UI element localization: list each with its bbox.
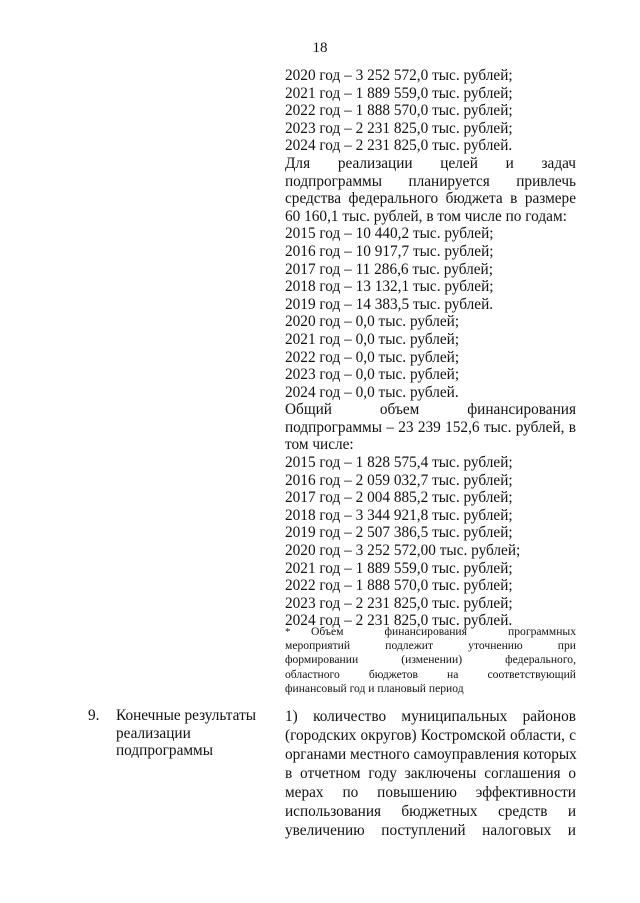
year-line: 2017 год – 2 004 885,2 тыс. рублей; (285, 489, 513, 507)
section-title-line: реализации (116, 724, 191, 742)
section-title-line: подпрограммы (116, 742, 214, 760)
year-line: 2016 год – 2 059 032,7 тыс. рублей; (285, 471, 513, 489)
footnote-text: Объем финансирования программных (311, 625, 576, 638)
paragraph-line: подпрограммы планируется привлечь (285, 172, 576, 190)
section-body-line: (городских округов) Костромской области, с (285, 727, 576, 744)
year-line: 2017 год – 11 286,6 тыс. рублей; (285, 260, 493, 278)
year-line: 2021 год – 1 889 559,0 тыс. рублей; (285, 84, 513, 102)
section-number: 9. (88, 707, 100, 724)
year-line: 2020 год – 0,0 тыс. рублей; (285, 313, 460, 331)
footnote-marker: * (285, 626, 291, 638)
year-line: 2022 год – 0,0 тыс. рублей; (285, 348, 460, 366)
year-line: 2023 год – 2 231 825,0 тыс. рублей; (285, 594, 513, 612)
year-line: 2022 год – 1 888 570,0 тыс. рублей; (285, 577, 513, 595)
year-line: 2023 год – 0,0 тыс. рублей; (285, 366, 460, 384)
year-line: 2018 год – 13 132,1 тыс. рублей; (285, 278, 494, 296)
year-line: 2018 год – 3 344 921,8 тыс. рублей; (285, 506, 513, 524)
paragraph-line: 60 160,1 тыс. рублей, в том числе по годам: (285, 207, 567, 225)
year-line: 2024 год – 2 231 825,0 тыс. рублей. (285, 137, 513, 155)
paragraph-line: том числе: (285, 436, 354, 454)
year-line: 2015 год – 1 828 575,4 тыс. рублей; (285, 454, 513, 472)
year-line: 2024 год – 0,0 тыс. рублей. (285, 383, 459, 401)
federal-years-list (285, 225, 576, 401)
year-line: 2021 год – 0,0 тыс. рублей; (285, 330, 460, 348)
year-line: 2015 год – 10 440,2 тыс. рублей; (285, 225, 494, 243)
total-years-list (285, 454, 576, 630)
year-line: 2023 год – 2 231 825,0 тыс. рублей; (285, 119, 513, 137)
section-body-line: увеличению поступлений налоговых и (285, 822, 576, 839)
federal-intro-paragraph (285, 155, 576, 225)
section-body-line: мерах по повышению эффективности (285, 784, 576, 801)
paragraph-line: Для реализации целей и задач (285, 154, 576, 172)
section-body-line: использования бюджетных средств и (285, 803, 576, 820)
year-line: 2020 год – 3 252 572,0 тыс. рублей; (285, 67, 513, 84)
paragraph-line: подпрограммы – 23 239 152,6 тыс. рублей, в (285, 418, 576, 436)
regional-years-list (285, 67, 576, 155)
footnote (285, 625, 576, 696)
year-line: 2019 год – 2 507 386,5 тыс. рублей; (285, 524, 513, 542)
total-intro-paragraph (285, 401, 576, 454)
footnote-line (285, 625, 576, 639)
year-line: 2022 год – 1 888 570,0 тыс. рублей; (285, 102, 513, 120)
year-line: 2016 год – 10 917,7 тыс. рублей; (285, 242, 494, 260)
footnote-line: мероприятий подлежит уточнению при (285, 639, 576, 653)
financing-column (285, 67, 576, 630)
year-line: 2020 год – 3 252 572,00 тыс. рублей; (285, 542, 521, 560)
section-title-line: Конечные результаты (116, 707, 257, 724)
footnote-line: формировании (изменении) федерального, (285, 653, 576, 667)
section-body-line: в отчетном году заключены соглашения о (285, 765, 576, 782)
footnote-line: финансовый год и плановый период (285, 681, 464, 695)
paragraph-line: Общий объем финансирования (285, 401, 576, 419)
footnote-line: областного бюджетов на соответствующий (285, 667, 576, 681)
year-line: 2024 год – 2 231 825,0 тыс. рублей. (285, 612, 513, 630)
year-line: 2021 год – 1 889 559,0 тыс. рублей; (285, 559, 513, 577)
section-body-line: 1) количество муниципальных районов (285, 708, 576, 725)
section-title (116, 707, 266, 760)
page-number: 18 (312, 40, 328, 56)
year-line: 2019 год – 14 383,5 тыс. рублей. (285, 295, 494, 313)
section-body (285, 707, 576, 840)
section-body-line: органами местного самоуправления которых (285, 746, 577, 763)
paragraph-line: средства федерального бюджета в размере (285, 190, 576, 208)
